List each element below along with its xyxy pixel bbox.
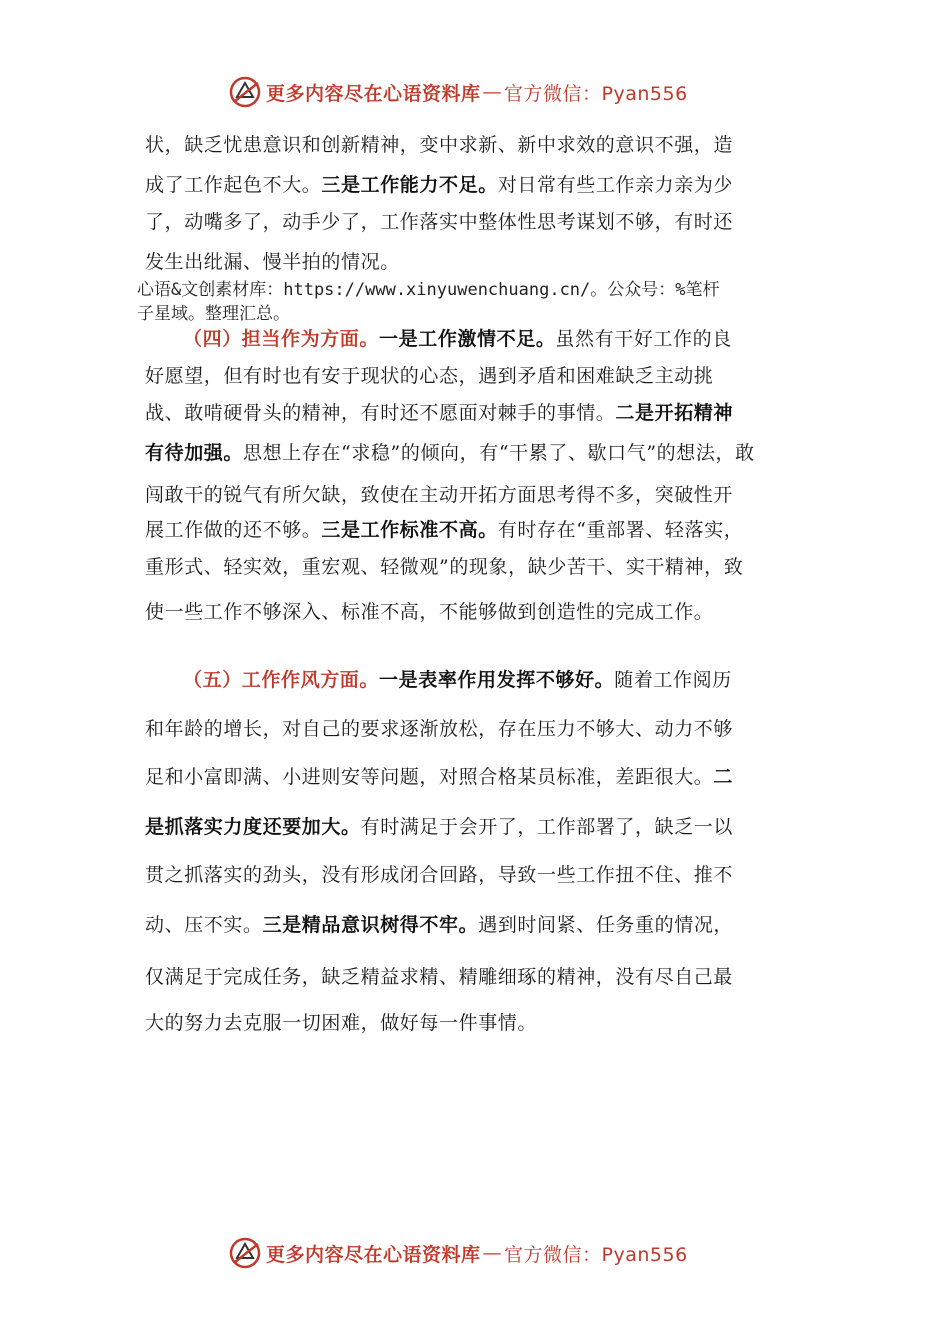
text-line bbox=[145, 170, 733, 197]
section-heading: （四）担当作为方面。 bbox=[183, 328, 380, 350]
text-line bbox=[183, 665, 732, 692]
bold-phrase: 三是精品意识树得不牢。 bbox=[262, 914, 479, 936]
text-run: 随着工作阅历 bbox=[614, 669, 732, 691]
text-run: 对日常有些工作亲力亲为少 bbox=[497, 174, 734, 196]
logo-icon bbox=[228, 75, 262, 109]
text-line: 大的努力去克服一切困难，做好每一件事情。 bbox=[145, 1012, 538, 1034]
text-run: 思想上存在“求稳”的倾向，有“干累了、歇口气”的想法，敢 bbox=[243, 442, 755, 464]
text-run: 展工作做的还不够。 bbox=[145, 519, 322, 541]
text-run: 有时存在“重部署、轻落实， bbox=[497, 519, 744, 541]
text-run: 成了工作起色不大。 bbox=[145, 174, 322, 196]
text-line: 贯之抓落实的劲头，没有形成闭合回路，导致一些工作扭不住、推不 bbox=[145, 864, 734, 886]
text-line: 发生出纰漏、慢半拍的情况。 bbox=[145, 251, 400, 273]
bold-phrase: 一是工作激情不足。 bbox=[379, 328, 556, 350]
footer-banner bbox=[228, 1233, 688, 1273]
bold-phrase: 二 bbox=[713, 766, 734, 788]
bold-phrase: 三是工作能力不足。 bbox=[321, 174, 498, 196]
text-line bbox=[145, 438, 755, 465]
bold-phrase: 三是工作标准不高。 bbox=[321, 519, 498, 541]
text-run: 有时满足于会开了，工作部署了，缺乏一以 bbox=[360, 816, 734, 838]
text-line bbox=[145, 398, 733, 425]
bold-phrase: 有待加强。 bbox=[145, 442, 244, 464]
text-line bbox=[145, 515, 743, 542]
banner-dash: — bbox=[482, 1242, 503, 1264]
text-line: 重形式、轻实效，重宏观、轻微观”的现象，缺少苦干、实干精神，致 bbox=[145, 556, 744, 578]
watermark-line: 心语&文创素材库：https://www.xinyuwenchuang.cn/。公众号：%笔杆 bbox=[137, 280, 720, 300]
text-line: 和年龄的增长，对自己的要求逐渐放松，存在压力不够大、动力不够 bbox=[145, 718, 734, 740]
banner-dash: — bbox=[482, 81, 503, 103]
bold-phrase: 一是表率作用发挥不够好。 bbox=[379, 669, 615, 691]
watermark-line: 子星域。整理汇总。 bbox=[137, 304, 290, 324]
text-run: 足和小富即满、小进则安等问题，对照合格某员标准，差距很大。 bbox=[145, 766, 714, 788]
text-line: 闯敢干的锐气有所欠缺，致使在主动开拓方面思考得不多，突破性开 bbox=[145, 484, 734, 506]
header-banner bbox=[228, 72, 688, 112]
text-line: 状，缺乏忧患意识和创新精神，变中求新、新中求效的意识不强，造 bbox=[145, 134, 734, 156]
banner-wechat: 官方微信：Pyan556 bbox=[504, 1243, 688, 1266]
text-line bbox=[145, 762, 733, 789]
banner-wechat: 官方微信：Pyan556 bbox=[504, 82, 688, 105]
section-heading: （五）工作作风方面。 bbox=[183, 669, 380, 691]
text-line bbox=[145, 812, 733, 839]
text-line bbox=[183, 324, 732, 351]
text-line: 了，动嘴多了，动手少了，工作落实中整体性思考谋划不够，有时还 bbox=[145, 211, 734, 233]
text-run: 战、敢啃硬骨头的精神，有时还不愿面对棘手的事情。 bbox=[145, 402, 616, 424]
text-run: 遇到时间紧、任务重的情况， bbox=[478, 914, 734, 936]
text-line bbox=[145, 910, 733, 937]
text-run: 动、压不实。 bbox=[145, 914, 263, 936]
text-run: 虽然有干好工作的良 bbox=[555, 328, 732, 350]
text-line: 使一些工作不够深入、标准不高，不能够做到创造性的完成工作。 bbox=[145, 601, 714, 623]
banner-text: 更多内容尽在心语资料库 bbox=[266, 82, 481, 105]
logo-icon bbox=[228, 1236, 262, 1270]
banner-text: 更多内容尽在心语资料库 bbox=[266, 1243, 481, 1266]
text-line: 好愿望，但有时也有安于现状的心态，遇到矛盾和困难缺乏主动挑 bbox=[145, 365, 714, 387]
text-line: 仅满足于完成任务，缺乏精益求精、精雕细琢的精神，没有尽自己最 bbox=[145, 966, 734, 988]
bold-phrase: 是抓落实力度还要加大。 bbox=[145, 816, 361, 838]
bold-phrase: 二是开拓精神 bbox=[615, 402, 734, 424]
